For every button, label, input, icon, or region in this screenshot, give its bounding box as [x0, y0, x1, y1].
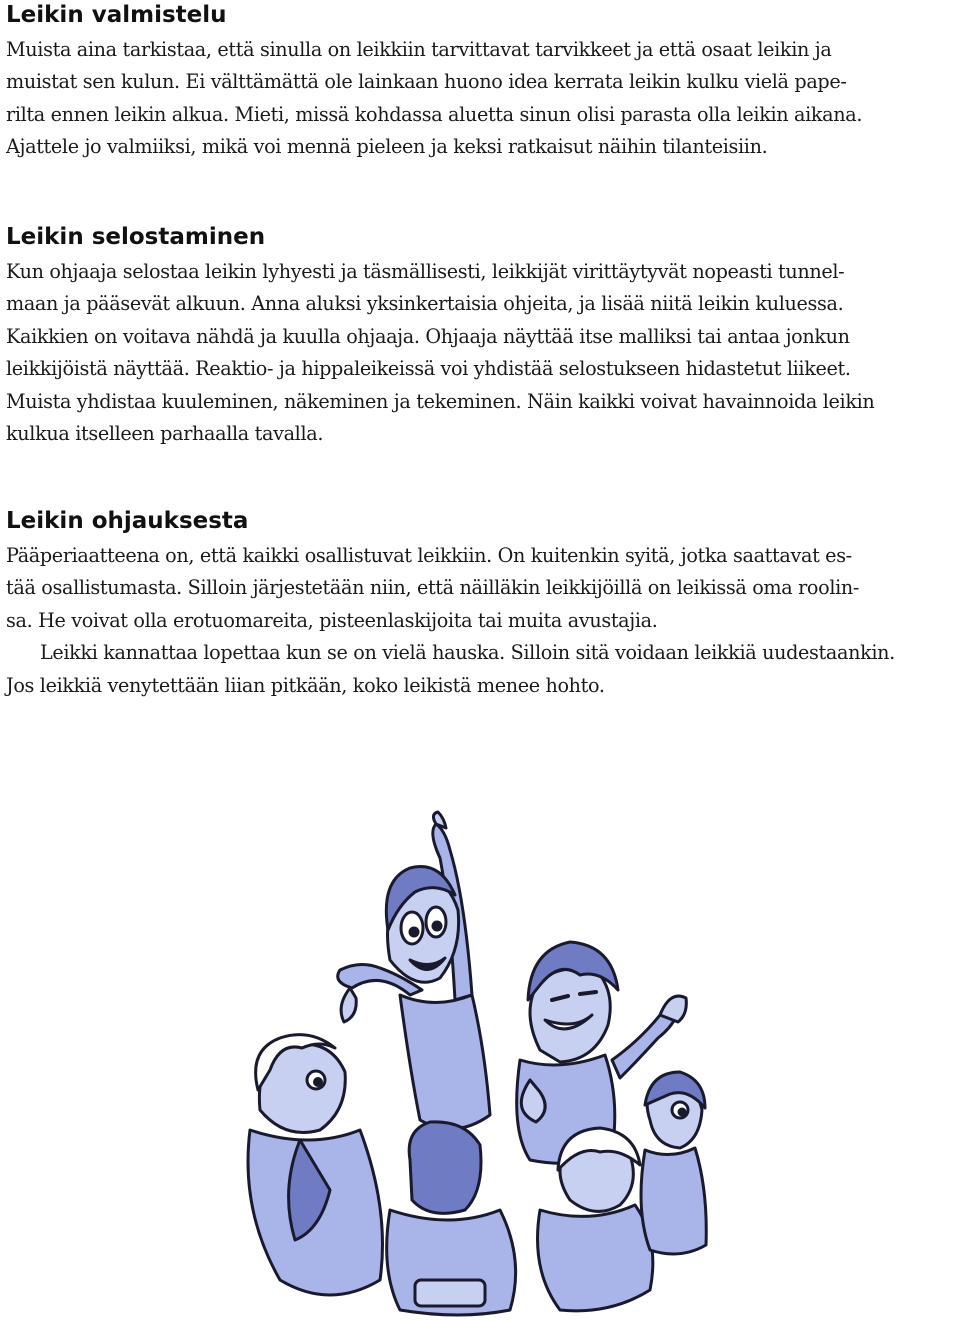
section-body — [6, 540, 954, 702]
text-line: kulkua itselleen parhaalla tavalla. — [6, 422, 324, 446]
section-explaining — [6, 222, 875, 446]
section-guidance — [6, 506, 895, 697]
text-line: Kun ohjaaja selostaa leikin lyhyesti ja täsmällisesti, leikkijät virittäytyvät nopeasti tunnel- — [6, 260, 845, 283]
section-preparation — [6, 0, 863, 159]
text-line: leikkijöistä näyttää. Reaktio- ja hippaleikeissä voi yhdistää selostukseen hidastetut liikeet. — [6, 357, 851, 381]
cartoon-svg — [240, 810, 710, 1320]
text-line: Muista aina tarkistaa, että sinulla on leikkiin tarvittavat tarvikkeet ja että osaat leikin ja — [6, 38, 832, 61]
text-line: Leikki kannattaa lopettaa kun se on vielä hauska. Silloin sitä voidaan leikkiä uudestaankin. — [40, 641, 895, 665]
section-body — [6, 256, 954, 450]
text-line: muistat sen kulun. Ei välttämättä ole lainkaan huono idea kerrata leikin kulku vielä pape- — [6, 70, 847, 94]
text-line: tää osallistumasta. Silloin järjestetään niin, että näilläkin leikkijöillä on leikissä oma roolin- — [6, 576, 860, 600]
text-line: Kaikkien on voitava nähdä ja kuulla ohjaaja. Ohjaaja näyttää itse malliksi tai antaa jonkun — [6, 324, 850, 348]
text-line: Muista yhdistaa kuuleminen, näkeminen ja tekeminen. Näin kaikki voivat havainnoida leikin — [6, 389, 875, 413]
text-line: rilta ennen leikin alkua. Mieti, missä kohdassa aluetta sinun olisi parasta olla leikin aikana. — [6, 102, 863, 126]
text-line: Ajattele jo valmiiksi, mikä voi mennä pieleen ja keksi ratkaisut näihin tilanteisiin. — [6, 135, 768, 159]
text-line: Jos leikkiä venytettään liian pitkään, koko leikistä menee hohto. — [6, 673, 605, 697]
text-line: sa. He voivat olla erotuomareita, pisteenlaskijoita tai muita avustajia. — [6, 608, 658, 632]
section-title: Leikin valmistelu — [6, 2, 227, 28]
text-line: maan ja pääsevät alkuun. Anna aluksi yksinkertaisia ohjeita, ja lisää niitä leikin kuluessa. — [6, 292, 844, 316]
text-line: Pääperiaatteena on, että kaikki osallistuvat leikkiin. On kuitenkin syitä, jotka saattavat es- — [6, 544, 852, 567]
section-title: Leikin ohjauksesta — [6, 508, 249, 534]
group-of-children-cartoon-icon — [240, 810, 710, 1320]
section-title: Leikin selostaminen — [6, 224, 266, 250]
section-body — [6, 34, 954, 164]
